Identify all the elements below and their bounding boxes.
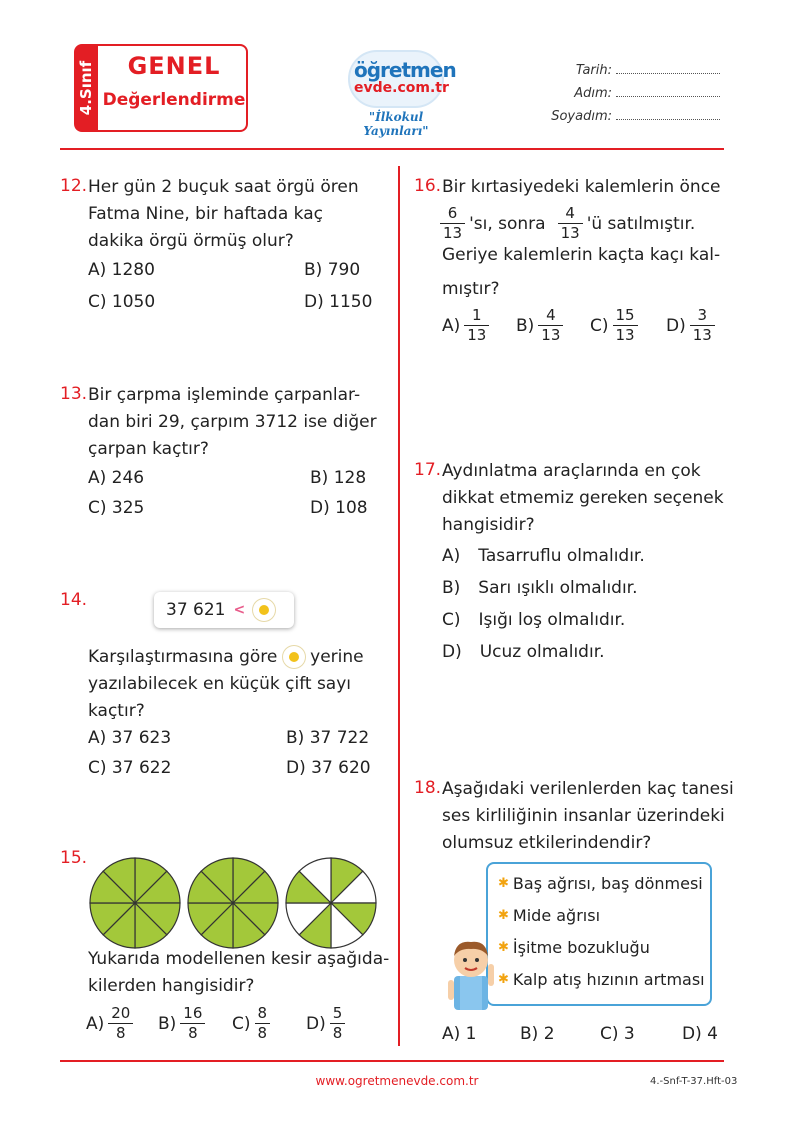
option-label: B): [516, 315, 535, 336]
option-text: Tasarruflu olmalıdır.: [478, 546, 645, 566]
denominator: 13: [443, 224, 463, 242]
q18-line: Aşağıdaki verilenlerden kaç tanesi: [442, 779, 734, 799]
list-item-text: Kalp atış hızının artması: [512, 970, 705, 989]
fraction: [180, 1004, 205, 1043]
q14-line1: [88, 644, 364, 671]
q15-text: [88, 946, 389, 1000]
q13-number: 13.: [60, 384, 88, 404]
option-text: Ucuz olmalıdır.: [479, 642, 605, 662]
q13-line: dan biri 29, çarpım 3712 ise diğer: [88, 412, 377, 432]
fraction: [464, 306, 489, 345]
denominator: 13: [615, 326, 635, 344]
footer-url[interactable]: www.ogretmenevde.com.tr: [315, 1074, 479, 1088]
fraction: [690, 306, 715, 345]
q15-option-c[interactable]: [232, 1004, 270, 1043]
pie-circle-2: [188, 858, 278, 948]
q16-option-a[interactable]: [442, 306, 489, 345]
q15-number: 15.: [60, 848, 88, 868]
q14-comparison-box: [154, 592, 294, 628]
q13-line: Bir çarpma işleminde çarpanlar-: [88, 385, 361, 405]
fraction: [330, 1004, 346, 1043]
q17-option-c[interactable]: [442, 610, 625, 630]
list-item-text: Mide ağrısı: [512, 906, 601, 925]
fraction: [108, 1004, 133, 1043]
q17-line: dikkat etmemiz gereken seçenek: [442, 488, 724, 508]
name-field: [520, 85, 720, 101]
q16-number: 16.: [414, 176, 442, 196]
q18-line: olumsuz etkilerindendir?: [442, 833, 652, 853]
numerator: 4: [538, 306, 563, 326]
logo-text-2: evde.com.tr: [354, 80, 449, 96]
q16-line2: [440, 204, 695, 243]
option-text: Sarı ışıklı olmalıdır.: [478, 578, 638, 598]
q18-text: [442, 776, 734, 857]
q15-option-b[interactable]: [158, 1004, 205, 1043]
numerator: 16: [180, 1004, 205, 1024]
q18-list-item: [498, 906, 600, 925]
q15-line: Yukarıda modellenen kesir aşağıda-: [88, 949, 390, 969]
q14-line1-before: Karşılaştırmasına göre: [88, 647, 278, 667]
boy-illustration-icon: [440, 934, 506, 1016]
list-item-text: İşitme bozukluğu: [512, 938, 650, 957]
grade-tab: [74, 44, 98, 132]
q18-option-a[interactable]: A) 1: [442, 1024, 477, 1044]
numerator: 15: [613, 306, 638, 326]
q13-text: [88, 382, 377, 463]
q17-line: hangisidir?: [442, 515, 535, 535]
q14-number: 14.: [60, 590, 88, 610]
q17-text: [442, 458, 724, 539]
fraction: [538, 306, 563, 345]
q18-line: ses kirliliğinin insanlar üzerindeki: [442, 806, 725, 826]
q16-option-b[interactable]: [516, 306, 563, 345]
star-bullet-icon: ✱: [498, 876, 509, 891]
q12-line: dakika örgü örmüş olur?: [88, 231, 294, 251]
denominator: 13: [467, 326, 487, 344]
surname-label: Soyadım:: [551, 109, 612, 124]
denominator: 13: [541, 326, 561, 344]
q12-option-c[interactable]: C) 1050: [88, 292, 156, 312]
q12-line: Fatma Nine, bir haftada kaç: [88, 204, 323, 224]
q13-option-a[interactable]: A) 246: [88, 468, 145, 488]
q15-line: kilerden hangisidir?: [88, 976, 255, 996]
numerator: 20: [108, 1004, 133, 1024]
q16-option-c[interactable]: [590, 306, 638, 345]
date-field: [520, 62, 720, 78]
fraction: [613, 306, 638, 345]
fraction: [440, 204, 465, 243]
q18-option-c[interactable]: C) 3: [600, 1024, 635, 1044]
header-divider: [60, 148, 724, 150]
q14-line: kaçtır?: [88, 701, 145, 721]
q16-mid2: 'ü satılmıştır.: [586, 213, 696, 234]
q18-list-item: [498, 874, 703, 893]
numerator: 5: [330, 1004, 346, 1024]
q13-line: çarpan kaçtır?: [88, 439, 209, 459]
title-line1: GENEL: [127, 52, 221, 80]
less-than-sign: <: [233, 602, 246, 618]
q12-option-d[interactable]: D) 1150: [304, 292, 373, 312]
numerator: 4: [558, 204, 583, 224]
denominator: 8: [116, 1024, 126, 1042]
name-blank[interactable]: [616, 85, 720, 97]
q12-text: [88, 174, 359, 255]
denominator: 8: [332, 1024, 343, 1042]
q17-option-b[interactable]: [442, 578, 638, 598]
q16-option-d[interactable]: [666, 306, 715, 345]
numerator: 6: [440, 204, 465, 224]
option-label: C): [232, 1013, 251, 1034]
flower-icon: [283, 646, 305, 668]
pie-circle-3: [286, 858, 376, 948]
q14-line1-after: yerine: [310, 647, 364, 667]
option-label: D): [306, 1013, 326, 1034]
date-label: Tarih:: [575, 63, 612, 78]
q14-option-d[interactable]: D) 37 620: [286, 758, 371, 778]
option-label: B): [442, 578, 461, 598]
q16-line1: Bir kırtasiyedeki kalemlerin önce: [442, 177, 721, 197]
q14-comparison-number: 37 621: [166, 600, 226, 620]
q14-text: [88, 644, 364, 725]
q17-number: 17.: [414, 460, 442, 480]
q16-mid1: 'sı, sonra: [469, 213, 546, 234]
star-bullet-icon: ✱: [498, 908, 509, 923]
list-item-text: Baş ağrısı, baş dönmesi: [512, 874, 703, 893]
q12-number: 12.: [60, 176, 88, 196]
surname-blank[interactable]: [616, 108, 720, 120]
q18-option-b[interactable]: B) 2: [520, 1024, 555, 1044]
q16-line3: Geriye kalemlerin kaçta kaçı kal-: [442, 245, 721, 265]
publisher-logo: [340, 44, 456, 138]
q15-fraction-model: [86, 856, 380, 950]
q14-option-b[interactable]: B) 37 722: [286, 728, 370, 748]
q17-line: Aydınlatma araçlarında en çok: [442, 461, 701, 481]
q18-option-d[interactable]: D) 4: [682, 1024, 718, 1044]
option-label: C): [590, 315, 609, 336]
q13-option-d[interactable]: D) 108: [310, 498, 368, 518]
q18-list-item: [498, 938, 650, 957]
title-line2: Değerlendirme: [102, 90, 246, 110]
logo-text-3: "İlkokul Yayınları": [363, 110, 429, 138]
denominator: 13: [692, 326, 712, 344]
q15-option-a[interactable]: [86, 1004, 133, 1043]
q17-option-d[interactable]: [442, 642, 605, 662]
logo-text-1: öğretmen: [354, 58, 456, 82]
q14-option-a[interactable]: A) 37 623: [88, 728, 172, 748]
star-bullet-icon: ✱: [498, 972, 509, 987]
q16-line4: mıştır?: [442, 279, 500, 299]
pie-circle-1: [90, 858, 180, 948]
option-label: C): [442, 610, 461, 630]
q13-option-b[interactable]: B) 128: [310, 468, 367, 488]
date-blank[interactable]: [616, 62, 720, 74]
q12-option-b[interactable]: B) 790: [304, 260, 361, 280]
q12-option-a[interactable]: A) 1280: [88, 260, 155, 280]
option-label: D): [666, 315, 686, 336]
option-label: D): [442, 642, 462, 662]
fraction: [255, 1004, 271, 1043]
surname-field: [520, 108, 720, 124]
denominator: 8: [257, 1024, 268, 1042]
numerator: 8: [255, 1004, 271, 1024]
option-label: B): [158, 1013, 177, 1034]
numerator: 1: [464, 306, 489, 326]
footer-code: 4.-Snf-T-37.Hft-03: [650, 1076, 738, 1087]
q18-number: 18.: [414, 778, 442, 798]
column-divider: [398, 166, 400, 1046]
q14-line: yazılabilecek en küçük çift sayı: [88, 674, 352, 694]
option-label: A): [442, 546, 461, 566]
q13-option-c[interactable]: C) 325: [88, 498, 145, 518]
denominator: 13: [560, 224, 580, 242]
footer-divider: [60, 1060, 724, 1062]
star-bullet-icon: ✱: [498, 940, 509, 955]
q15-option-d[interactable]: [306, 1004, 345, 1043]
numerator: 3: [690, 306, 715, 326]
option-text: Işığı loş olmalıdır.: [478, 610, 626, 630]
q18-list-item: [498, 970, 705, 989]
option-label: A): [442, 315, 461, 336]
q14-option-c[interactable]: C) 37 622: [88, 758, 172, 778]
fraction: [558, 204, 583, 243]
name-label: Adım:: [574, 86, 612, 101]
denominator: 8: [188, 1024, 198, 1042]
q12-line: Her gün 2 buçuk saat örgü ören: [88, 177, 359, 197]
option-label: A): [86, 1013, 105, 1034]
grade-label: 4.Sınıf: [77, 60, 95, 116]
q17-option-a[interactable]: [442, 546, 645, 566]
flower-icon: [253, 599, 275, 621]
